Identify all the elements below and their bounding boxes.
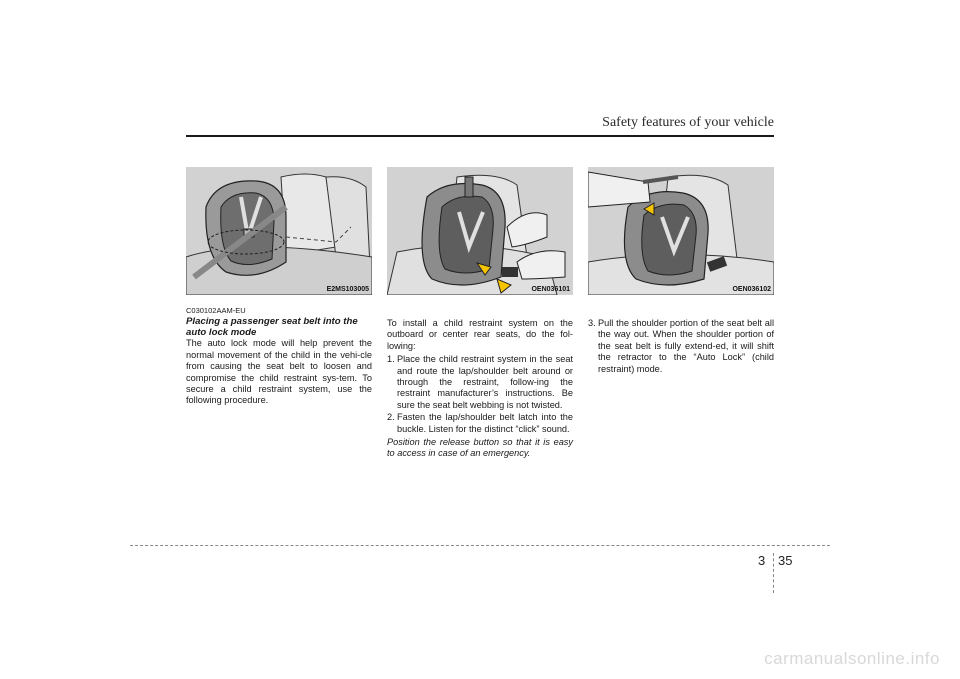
footer-rule <box>130 545 830 546</box>
figure-child-seat-auto-lock <box>186 167 372 295</box>
figure-fasten-buckle <box>387 167 573 295</box>
figure-pull-shoulder-belt <box>588 167 774 295</box>
header-rule <box>186 135 774 137</box>
procedure-intro: To install a child restraint system on the outboard or center rear seats, do the fol-lowing: <box>387 318 573 351</box>
header-title: Safety features of your vehicle <box>602 115 774 130</box>
list-item-text: Fasten the lap/shoulder belt latch into the buckle. Listen for the distinct “click” sound. <box>397 412 573 434</box>
list-item <box>387 412 573 435</box>
column-3 <box>588 318 774 376</box>
section-code: C030102AAM-EU <box>186 306 246 315</box>
figure-code: OEN036102 <box>732 286 771 293</box>
chapter-number: 3 <box>758 553 766 568</box>
list-item <box>588 318 774 375</box>
procedure-note: Position the release button so that it is easy to access in case of an emergency. <box>387 437 573 459</box>
procedure-list-continued <box>588 318 774 375</box>
page-number: 35 <box>778 553 793 568</box>
figure-3-illustration <box>588 167 774 295</box>
figure-code: OEN036101 <box>531 286 570 293</box>
section-subhead: Placing a passenger seat belt into the auto lock mode <box>186 316 358 339</box>
list-item <box>387 354 573 411</box>
column-1 <box>186 305 372 407</box>
figure-1-illustration <box>186 167 372 295</box>
watermark: carmanualsonline.info <box>764 649 940 668</box>
procedure-list <box>387 354 573 435</box>
list-item-text: Pull the shoulder portion of the seat belt all the way out. When the shoulder portion of the seat belt is fully extend-ed, it will shift the retractor to the “Auto Lock” (child restraint) mode. <box>598 318 774 374</box>
section-body: The auto lock mode will help prevent the normal movement of the child in the vehi-cle from causing the seat belt to loosen and compromise the child restraint sys-tem. To secure a child restraint system, use the following procedure. <box>186 338 372 406</box>
column-2 <box>387 318 573 460</box>
list-item-text: Place the child restraint system in the seat and route the lap/shoulder belt around or through the restraint, follow-ing the restraint manufacturer’s instructions. Be sure the seat belt webbing is not twisted. <box>397 354 573 410</box>
list-item-number: 3. <box>588 318 596 328</box>
list-item-number: 2. <box>387 412 395 423</box>
footer-divider <box>773 553 774 593</box>
list-item-number: 1. <box>387 354 395 365</box>
figure-code: E2MS103005 <box>326 286 369 293</box>
figure-2-illustration <box>387 167 573 295</box>
